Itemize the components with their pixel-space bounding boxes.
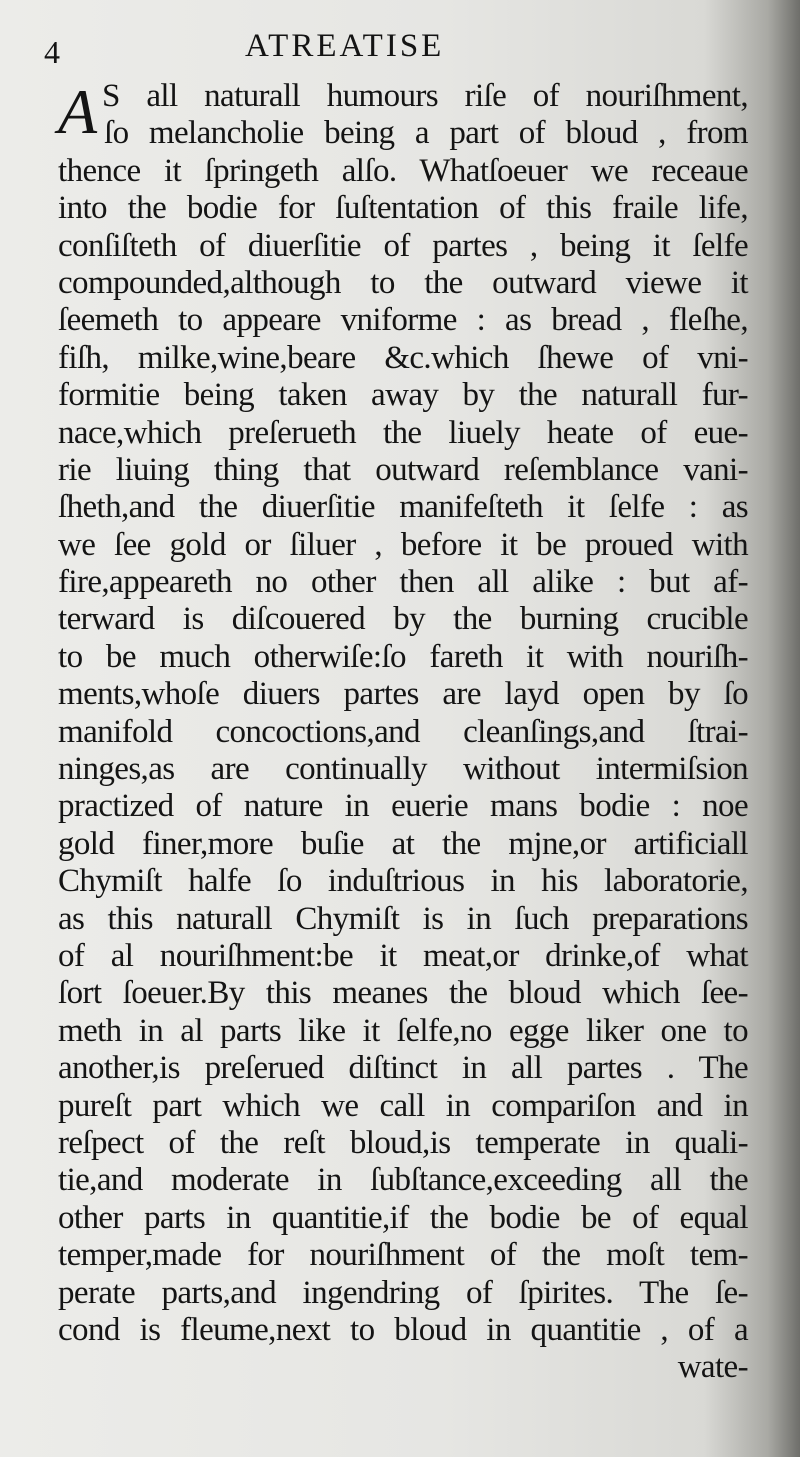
- text-line: compounded,although to the outward viewe it: [58, 264, 748, 301]
- text-line: cond is fleume,next to bloud in quantitie , of a: [58, 1311, 748, 1348]
- text-line: ſheth,and the diuerſitie manifeſteth it ſelfe : as: [58, 489, 748, 526]
- text-line: terward is diſcouered by the burning crucible: [58, 601, 748, 638]
- text-line: ninges,as are continually without intermiſsion: [58, 751, 748, 788]
- text-line: nace,which preſerueth the liuely heate of eue-: [58, 414, 748, 451]
- page-number: 4: [44, 34, 60, 70]
- text-line: perate parts,and ingendring of ſpirites. The ſe-: [58, 1274, 748, 1311]
- text-line: of al nouriſhment:be it meat,or drinke,of what: [58, 937, 748, 974]
- text-line: fiſh, milke,wine,beare &c.which ſhewe of vni-: [58, 339, 748, 376]
- catchword: wate-: [677, 1349, 748, 1386]
- text-line: practized of nature in euerie mans bodie : noe: [58, 788, 748, 825]
- text-line: tie,and moderate in ſubſtance,exceeding all the: [58, 1162, 748, 1199]
- text-line: as this naturall Chymiſt is in ſuch preparations: [58, 900, 748, 937]
- text-line: fire,appeareth no other then all alike : but af-: [58, 564, 748, 601]
- text-line: ſeemeth to appeare vniforme : as bread , fleſhe,: [58, 302, 748, 339]
- text-line: Chymiſt halfe ſo induſtrious in his laboratorie,: [58, 863, 748, 900]
- body-text: [58, 78, 748, 1387]
- text-line: ments,whoſe diuers partes are layd open by ſo: [58, 676, 748, 713]
- text-line: reſpect of the reſt bloud,is temperate in quali-: [58, 1124, 748, 1161]
- text-line: conſiſteth of diuerſitie of partes , being it ſelfe: [58, 227, 748, 264]
- text-line-content: S all naturall humours riſe of nouriſhment,: [102, 78, 748, 114]
- text-line: to be much otherwiſe:ſo fareth it with nouriſh-: [58, 638, 748, 675]
- text-line: meth in al parts like it ſelfe,no egge liker one to: [58, 1012, 748, 1049]
- text-line: ſo melancholie being a part of bloud , from: [104, 115, 748, 152]
- text-line: manifold concoctions,and cleanſings,and ſtrai-: [58, 713, 748, 750]
- text-line: formitie being taken away by the naturall fur-: [58, 377, 748, 414]
- text-line: ſort ſoeuer.By this meanes the bloud which ſee-: [58, 975, 748, 1012]
- text-line: temper,made for nouriſhment of the moſt tem-: [58, 1237, 748, 1274]
- drop-cap: A: [58, 76, 97, 147]
- text-line: we ſee gold or ſiluer , before it be proued with: [58, 526, 748, 563]
- text-line: gold finer,more buſie at the mjne,or artificiall: [58, 825, 748, 862]
- running-head: ATREATISE: [245, 28, 445, 64]
- text-line: pureſt part which we call in compariſon and in: [58, 1087, 748, 1124]
- text-line: thence it ſpringeth alſo. Whatſoeuer we receaue: [58, 152, 748, 189]
- page-header: [0, 24, 800, 74]
- text-line: rie liuing thing that outward reſemblance vani-: [58, 451, 748, 488]
- text-line: another,is preſerued diſtinct in all partes . The: [58, 1050, 748, 1087]
- text-line: other parts in quantitie,if the bodie be of equal: [58, 1199, 748, 1236]
- text-line: into the bodie for ſuſtentation of this fraile life,: [58, 190, 748, 227]
